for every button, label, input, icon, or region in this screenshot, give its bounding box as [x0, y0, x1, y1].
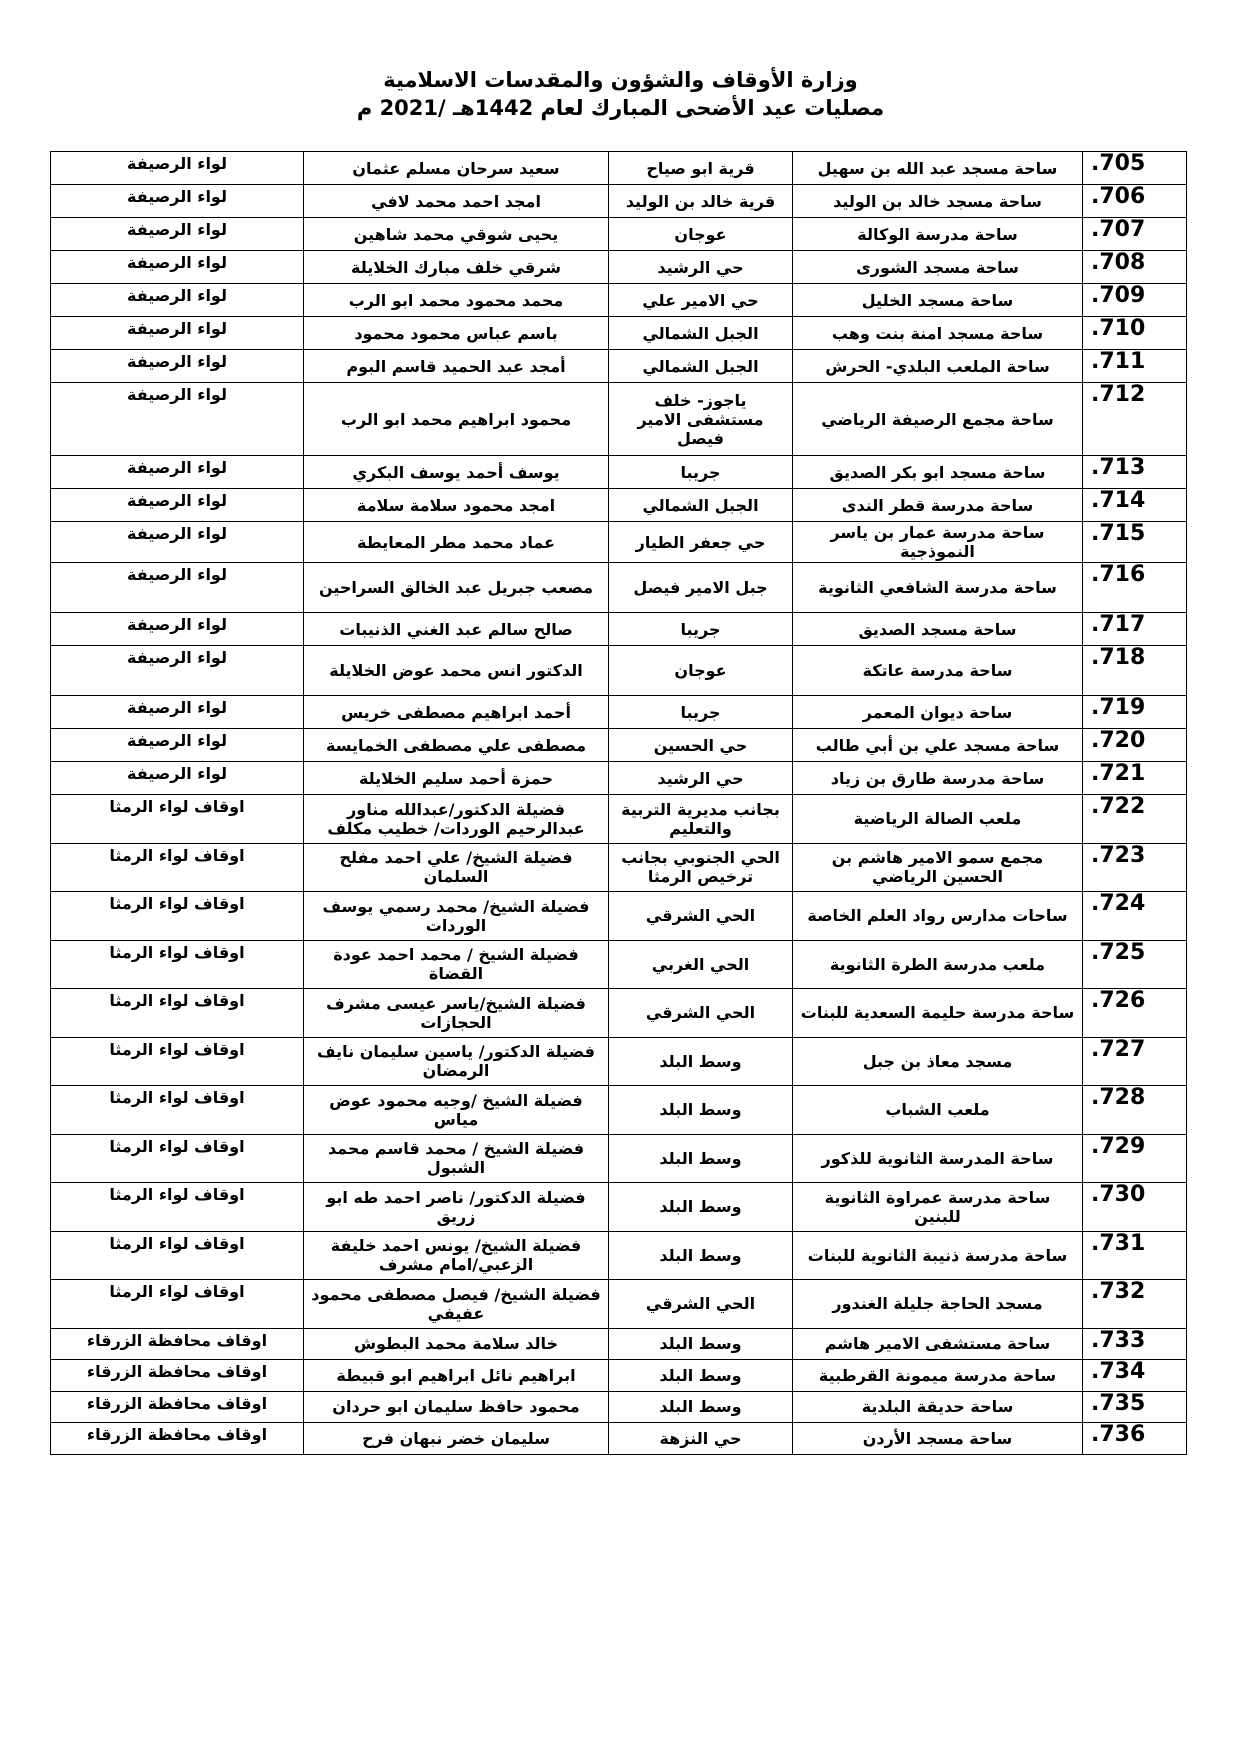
table-row [51, 729, 1187, 762]
area-name: الحي الشرقي [609, 989, 793, 1038]
row-number: .727 [1083, 1037, 1187, 1086]
imam-name: فضيلة الشيخ / محمد احمد عودة القضاة [304, 940, 609, 989]
imam-name: فضيلة الشيخ/ علي احمد مفلح السلمان [304, 843, 609, 892]
prayer-place: ساحة المدرسة الثانوية للذكور [793, 1134, 1083, 1183]
table-row [51, 522, 1187, 563]
row-number: .721 [1083, 762, 1187, 795]
district-name: لواء الرصيفة [51, 522, 304, 563]
area-name: الجبل الشمالي [609, 350, 793, 383]
row-number: .707 [1083, 218, 1187, 251]
prayer-place: مسجد الحاجة جليلة الغندور [793, 1280, 1083, 1329]
prayer-place: ساحة مسجد الصديق [793, 613, 1083, 646]
imam-name: فضيلة الشيخ/ياسر عيسى مشرف الحجازات [304, 989, 609, 1038]
area-name: وسط البلد [609, 1037, 793, 1086]
row-number: .709 [1083, 284, 1187, 317]
table-row [51, 489, 1187, 522]
prayer-place: ساحة مدرسة قطر الندى [793, 489, 1083, 522]
district-name: اوقاف لواء الرمثا [51, 1183, 304, 1232]
imam-name: محمود حافظ سليمان ابو حردان [304, 1391, 609, 1423]
area-name: عوجان [609, 646, 793, 696]
row-number: .726 [1083, 989, 1187, 1038]
prayer-place: ساحة مسجد الأردن [793, 1423, 1083, 1455]
district-name: لواء الرصيفة [51, 152, 304, 185]
district-name: لواء الرصيفة [51, 489, 304, 522]
prayer-place: ساحة مسجد علي بن أبي طالب [793, 729, 1083, 762]
area-name: وسط البلد [609, 1183, 793, 1232]
prayer-place: ساحة مدرسة عاتكة [793, 646, 1083, 696]
area-name: وسط البلد [609, 1086, 793, 1135]
area-name: الحي الشرقي [609, 1280, 793, 1329]
prayer-locations-table [50, 151, 1187, 1455]
prayer-place: ملعب الشباب [793, 1086, 1083, 1135]
area-name: وسط البلد [609, 1328, 793, 1360]
area-name: قرية خالد بن الوليد [609, 185, 793, 218]
imam-name: محمد محمود محمد ابو الرب [304, 284, 609, 317]
imam-name: فضيلة الشيخ/ فيصل مصطفى محمود عفيفي [304, 1280, 609, 1329]
table-row [51, 843, 1187, 892]
prayer-place: ساحة ديوان المعمر [793, 696, 1083, 729]
imam-name: خالد سلامة محمد البطوش [304, 1328, 609, 1360]
area-name: حي الرشيد [609, 762, 793, 795]
district-name: اوقاف لواء الرمثا [51, 843, 304, 892]
table-row [51, 251, 1187, 284]
district-name: اوقاف محافظة الزرقاء [51, 1328, 304, 1360]
row-number: .724 [1083, 892, 1187, 941]
row-number: .723 [1083, 843, 1187, 892]
prayer-place: ساحة مدرسة طارق بن زياد [793, 762, 1083, 795]
area-name: ياجوز- خلف مستشفى الامير فيصل [609, 383, 793, 456]
district-name: لواء الرصيفة [51, 646, 304, 696]
district-name: لواء الرصيفة [51, 284, 304, 317]
ministry-title: وزارة الأوقاف والشؤون والمقدسات الاسلامية [383, 68, 858, 92]
area-name: الجبل الشمالي [609, 489, 793, 522]
table-row [51, 892, 1187, 941]
district-name: اوقاف محافظة الزرقاء [51, 1391, 304, 1423]
district-name: اوقاف لواء الرمثا [51, 892, 304, 941]
row-number: .725 [1083, 940, 1187, 989]
district-name: اوقاف لواء الرمثا [51, 1280, 304, 1329]
area-name: الحي الشرقي [609, 892, 793, 941]
row-number: .728 [1083, 1086, 1187, 1135]
prayer-place: ساحة مسجد خالد بن الوليد [793, 185, 1083, 218]
district-name: لواء الرصيفة [51, 350, 304, 383]
area-name: جريبا [609, 456, 793, 489]
area-name: جريبا [609, 613, 793, 646]
row-number: .734 [1083, 1360, 1187, 1392]
table-row [51, 762, 1187, 795]
row-number: .718 [1083, 646, 1187, 696]
row-number: .720 [1083, 729, 1187, 762]
row-number: .717 [1083, 613, 1187, 646]
row-number: .712 [1083, 383, 1187, 456]
imam-name: عماد محمد مطر المعايطة [304, 522, 609, 563]
row-number: .711 [1083, 350, 1187, 383]
row-number: .713 [1083, 456, 1187, 489]
imam-name: أحمد ابراهيم مصطفى خريس [304, 696, 609, 729]
imam-name: حمزة أحمد سليم الخلايلة [304, 762, 609, 795]
row-number: .715 [1083, 522, 1187, 563]
table-row [51, 284, 1187, 317]
table-row [51, 1134, 1187, 1183]
row-number: .733 [1083, 1328, 1187, 1360]
row-number: .714 [1083, 489, 1187, 522]
document-header [0, 66, 1241, 122]
prayer-place: ساحة مدرسة الوكالة [793, 218, 1083, 251]
district-name: لواء الرصيفة [51, 383, 304, 456]
row-number: .732 [1083, 1280, 1187, 1329]
row-number: .705 [1083, 152, 1187, 185]
table-row [51, 795, 1187, 844]
area-name: حي جعفر الطيار [609, 522, 793, 563]
district-name: لواء الرصيفة [51, 218, 304, 251]
district-name: اوقاف لواء الرمثا [51, 940, 304, 989]
table-row [51, 317, 1187, 350]
imam-name: فضيلة الدكتور/عبدالله مناور عبدالرحيم الوردات/ خطيب مكلف [304, 795, 609, 844]
district-name: اوقاف لواء الرمثا [51, 1037, 304, 1086]
imam-name: باسم عباس محمود محمود [304, 317, 609, 350]
imam-name: امجد احمد محمد لافي [304, 185, 609, 218]
table-row [51, 1037, 1187, 1086]
district-name: اوقاف لواء الرمثا [51, 1231, 304, 1280]
area-name: قرية ابو صياح [609, 152, 793, 185]
area-name: حي الحسين [609, 729, 793, 762]
row-number: .735 [1083, 1391, 1187, 1423]
document-subtitle: مصليات عيد الأضحى المبارك لعام 1442هـ /2021 م [356, 96, 885, 120]
imam-name: فضيلة الشيخ /وجيه محمود عوض مياس [304, 1086, 609, 1135]
prayer-place: ساحة مدرسة حليمة السعدية للبنات [793, 989, 1083, 1038]
district-name: اوقاف لواء الرمثا [51, 1134, 304, 1183]
district-name: اوقاف لواء الرمثا [51, 989, 304, 1038]
area-name: حي الرشيد [609, 251, 793, 284]
row-number: .706 [1083, 185, 1187, 218]
imam-name: سليمان خضر نبهان فرح [304, 1423, 609, 1455]
imam-name: فضيلة الدكتور/ ناصر احمد طه ابو زريق [304, 1183, 609, 1232]
row-number: .719 [1083, 696, 1187, 729]
row-number: .736 [1083, 1423, 1187, 1455]
prayer-place: ساحة مدرسة عمراوة الثانوية للبنين [793, 1183, 1083, 1232]
imam-name: فضيلة الشيخ/ يونس احمد خليفة الزعبي/امام مشرف [304, 1231, 609, 1280]
imam-name: الدكتور انس محمد عوض الخلايلة [304, 646, 609, 696]
imam-name: محمود ابراهيم محمد ابو الرب [304, 383, 609, 456]
table-row [51, 613, 1187, 646]
area-name: وسط البلد [609, 1231, 793, 1280]
prayer-place: ساحة مسجد عبد الله بن سهيل [793, 152, 1083, 185]
area-name: بجانب مديرية التربية والتعليم [609, 795, 793, 844]
area-name: حي النزهة [609, 1423, 793, 1455]
table-row [51, 185, 1187, 218]
table-row [51, 1328, 1187, 1360]
prayer-place: ساحة مدرسة ذنيبة الثانوية للبنات [793, 1231, 1083, 1280]
prayer-place: ساحات مدارس رواد العلم الخاصة [793, 892, 1083, 941]
table-row [51, 1231, 1187, 1280]
prayer-place: ساحة مدرسة عمار بن ياسر النموذجية [793, 522, 1083, 563]
district-name: لواء الرصيفة [51, 317, 304, 350]
row-number: .731 [1083, 1231, 1187, 1280]
table-body [51, 152, 1187, 1455]
imam-name: امجد محمود سلامة سلامة [304, 489, 609, 522]
area-name: الجبل الشمالي [609, 317, 793, 350]
district-name: اوقاف محافظة الزرقاء [51, 1423, 304, 1455]
table-row [51, 1183, 1187, 1232]
row-number: .730 [1083, 1183, 1187, 1232]
district-name: لواء الرصيفة [51, 762, 304, 795]
table-row [51, 456, 1187, 489]
area-name: حي الامير علي [609, 284, 793, 317]
area-name: وسط البلد [609, 1391, 793, 1423]
imam-name: فضيلة الشيخ / محمد قاسم محمد الشبول [304, 1134, 609, 1183]
district-name: لواء الرصيفة [51, 613, 304, 646]
prayer-place: ساحة الملعب البلدي- الحرش [793, 350, 1083, 383]
area-name: الحي الغربي [609, 940, 793, 989]
table-row [51, 696, 1187, 729]
row-number: .729 [1083, 1134, 1187, 1183]
area-name: جبل الامير فيصل [609, 563, 793, 613]
imam-name: ابراهيم نائل ابراهيم ابو قبيطة [304, 1360, 609, 1392]
district-name: اوقاف لواء الرمثا [51, 795, 304, 844]
prayer-place: ساحة مسجد امنة بنت وهب [793, 317, 1083, 350]
district-name: لواء الرصيفة [51, 696, 304, 729]
imam-name: يوسف أحمد يوسف البكري [304, 456, 609, 489]
table-row [51, 1423, 1187, 1455]
prayer-place: ساحة مستشفى الامير هاشم [793, 1328, 1083, 1360]
area-name: وسط البلد [609, 1134, 793, 1183]
imam-name: مصطفى علي مصطفى الخمايسة [304, 729, 609, 762]
prayer-place: ملعب الصالة الرياضية [793, 795, 1083, 844]
table-row [51, 940, 1187, 989]
area-name: الحي الجنوبي بجانب ترخيص الرمثا [609, 843, 793, 892]
prayer-place: ساحة مسجد الشورى [793, 251, 1083, 284]
table-row [51, 1280, 1187, 1329]
table-row [51, 989, 1187, 1038]
row-number: .710 [1083, 317, 1187, 350]
table-row [51, 646, 1187, 696]
prayer-place: ساحة مجمع الرصيفة الرياضي [793, 383, 1083, 456]
district-name: لواء الرصيفة [51, 185, 304, 218]
prayer-place: ساحة مسجد الخليل [793, 284, 1083, 317]
area-name: جريبا [609, 696, 793, 729]
imam-name: أمجد عبد الحميد قاسم البوم [304, 350, 609, 383]
prayer-place: مجمع سمو الامير هاشم بن الحسين الرياضي [793, 843, 1083, 892]
district-name: لواء الرصيفة [51, 563, 304, 613]
district-name: اوقاف لواء الرمثا [51, 1086, 304, 1135]
district-name: لواء الرصيفة [51, 729, 304, 762]
table-row [51, 563, 1187, 613]
table-row [51, 350, 1187, 383]
row-number: .708 [1083, 251, 1187, 284]
imam-name: يحيى شوقي محمد شاهين [304, 218, 609, 251]
table-row [51, 1086, 1187, 1135]
imam-name: صالح سالم عبد الغني الذنيبات [304, 613, 609, 646]
prayer-place: ملعب مدرسة الطرة الثانوية [793, 940, 1083, 989]
table-row [51, 1360, 1187, 1392]
table-row [51, 152, 1187, 185]
prayer-place: ساحة مدرسة الشافعي الثانوية [793, 563, 1083, 613]
area-name: عوجان [609, 218, 793, 251]
district-name: لواء الرصيفة [51, 251, 304, 284]
imam-name: فضيلة الشيخ/ محمد رسمي يوسف الوردات [304, 892, 609, 941]
row-number: .722 [1083, 795, 1187, 844]
table-row [51, 218, 1187, 251]
prayer-place: ساحة مسجد ابو بكر الصديق [793, 456, 1083, 489]
district-name: لواء الرصيفة [51, 456, 304, 489]
table-row [51, 1391, 1187, 1423]
imam-name: شرقي خلف مبارك الخلايلة [304, 251, 609, 284]
row-number: .716 [1083, 563, 1187, 613]
prayer-place: ساحة مدرسة ميمونة القرطبية [793, 1360, 1083, 1392]
imam-name: فضيلة الدكتور/ ياسين سليمان نايف الرمضان [304, 1037, 609, 1086]
imam-name: مصعب جبريل عبد الخالق السراحين [304, 563, 609, 613]
imam-name: سعيد سرحان مسلم عثمان [304, 152, 609, 185]
area-name: وسط البلد [609, 1360, 793, 1392]
prayer-place: ساحة حديقة البلدية [793, 1391, 1083, 1423]
table-row [51, 383, 1187, 456]
district-name: اوقاف محافظة الزرقاء [51, 1360, 304, 1392]
prayer-place: مسجد معاذ بن جبل [793, 1037, 1083, 1086]
